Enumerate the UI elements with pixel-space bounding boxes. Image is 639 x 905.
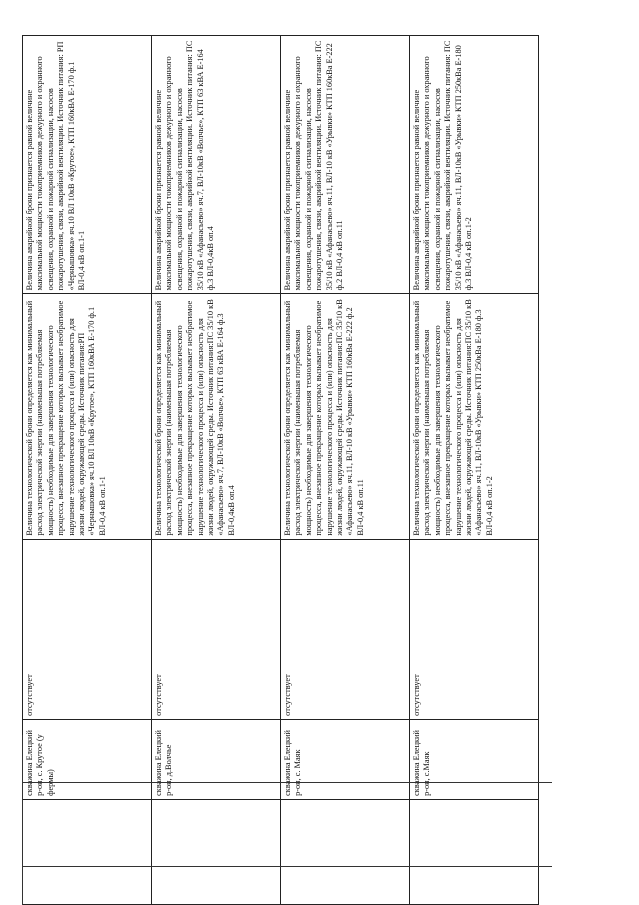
divider-line	[22, 866, 552, 867]
empty-cell	[23, 799, 152, 904]
empty-cell	[281, 799, 410, 904]
accident-reserve-cell: Величина аварийной брони признается равной величине максимальной мощности токоприемников дежурного и охранного освещения, охранной и пожарной сигнализации, насосов пожаротушения, связи, аварийной вентиляции. Источник питания: ПС 35/10 кВ «Афанасьево» яч.11, ВЛ-10кВ «Урывки» КТП 250кВа Е-180 ф.3 ВЛ-0,4 кВ оп.1-2	[410, 36, 539, 294]
accident-reserve-cell: Величина аварийной брони признается равной величине максимальной мощности токоприемников дежурного и охранного освещения, охранной и пожарной сигнализации, насосов пожаротушения, связи, аварийной вентиляции. Источник питания: ПС 35/10 кВ «Афанасьево» яч.11, ВЛ-10 кВ «Урывки» КТП 160кВа Е-222 ф.2 ВЛ-0,4 кВ оп.11	[281, 36, 410, 294]
table-row	[281, 36, 410, 905]
accident-reserve-cell: Величина аварийной брони признается равной величине максимальной мощности токоприемников дежурного и охранного освещения, охранной и пожарной сигнализации, насосов пожаротушения, связи, аварийной вентиляции. Источник питания: ПС 35/10 кВ «Афанасьево» яч.7, ВЛ-10кВ «Волчье», КТП 63 кВА Е-164 ф.3 ВЛ-0,4кВ оп.4	[152, 36, 281, 294]
emergency-reserve-cell: Величина технологической брони определяется как минимальный расход электрической энергии (наименьшая потребляемая мощность) необходимые для завершения технологического процесса, внезапное прекращение которых вызывает необратимое нарушение технологического процесса и (или) опасность для жизни людей, окружающей среды. Источник питания:ПС 35/10 кВ «Афанасьево» яч.11, ВЛ-10кВ «Урывки» КТП 250кВа Е-180 ф.3 ВЛ-0,4 кВ оп.1-2	[410, 294, 539, 539]
object-cell: скважина Елецкий р-он, с.Маяк	[410, 719, 539, 799]
accident-reserve-cell: Величина аварийной брони признается равной величине максимальной мощности токоприемников дежурного и охранного освещения, охранной и пожарной сигнализации, насосов пожаротушения, связи, аварийной вентиляции. Источник питания: РП «Чернышовка» яч.10 ВЛ 10кВ «Крутое», КТП 160кВА Е-170 ф.1 ВЛ-0,4 кВ оп.1-1	[23, 36, 152, 294]
object-cell: скважина Елецкий р-он, с. Маяк	[281, 719, 410, 799]
emergency-reserve-cell: Величина технологической брони определяется как минимальный расход электрической энергии (наименьшая потребляемая мощность) необходимые для завершения технологического процесса, внезапное прекращение которых вызывает необратимое нарушение технологического процесса и (или) опасность для жизни людей, окружающей среды. Источник питания:ПС 35/10 кВ «Афанасьево» яч.7, ВЛ-10кВ «Волчье», КТП 63 кВА Е-164 ф.3 ВЛ-0,4кВ оп.4	[152, 294, 281, 539]
table-row	[410, 36, 539, 905]
emergency-reserve-cell: Величина технологической брони определяется как минимальный расход электрической энергии (наименьшая потребляемая мощность) необходимые для завершения технологического процесса, внезапное прекращение которых вызывает необратимое нарушение технологического процесса и (или) опасность для жизни людей, окружающей среды. Источник питания:ПС 35/10 кВ «Афанасьево» яч.11, ВЛ-10 кВ «Урывки» КТП 160кВа Е-222 ф.2 ВЛ-0,4 кВ оп.11	[281, 294, 410, 539]
tech-reserve-cell: отсутствует	[152, 539, 281, 719]
divider-line	[22, 735, 23, 905]
tech-reserve-cell: отсутствует	[281, 539, 410, 719]
object-cell: скважина Елецкий р-он, д.Волчье	[152, 719, 281, 799]
divider-line	[22, 782, 552, 783]
empty-cell	[152, 799, 281, 904]
object-cell: скважина Елецкий р-он, с. Крутое (у фермы)	[23, 719, 152, 799]
empty-cell	[410, 799, 539, 904]
reserve-table	[22, 35, 539, 905]
table-row	[23, 36, 152, 905]
table-row	[152, 36, 281, 905]
tech-reserve-cell: отсутствует	[23, 539, 152, 719]
emergency-reserve-cell: Величина технологической брони определяется как минимальный расход электрической энергии (наименьшая потребляемая мощность) необходимые для завершения технологического процесса, внезапное прекращение которых вызывает необратимое нарушение технологического процесса и (или) опасность для жизни людей, окружающей среды. Источник питания:РП «Чернышовка» яч.10 ВЛ 10кВ «Крутое», КТП 160кВА Е-170 ф.1 ВЛ-0,4 кВ оп.1-1	[23, 294, 152, 539]
rotated-table-wrapper	[22, 35, 582, 905]
tech-reserve-cell: отсутствует	[410, 539, 539, 719]
